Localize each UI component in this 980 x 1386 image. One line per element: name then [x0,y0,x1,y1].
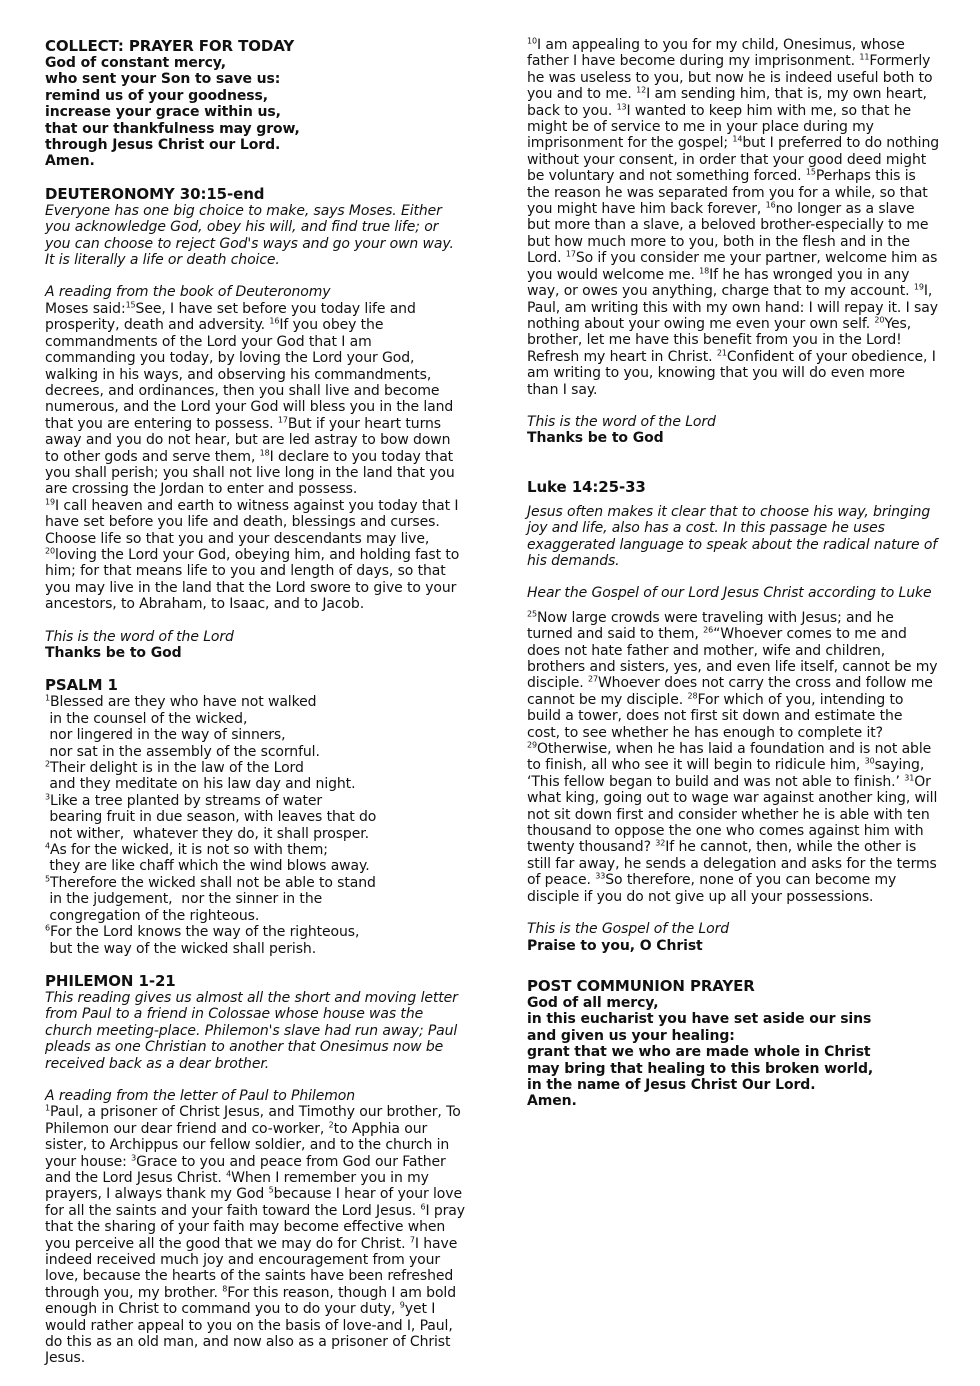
verse-number: 32 [655,838,666,848]
psalm-line-text: Their delight is in the law of the Lord [50,760,304,777]
post-communion-heading: POST COMMUNION PRAYER [527,976,755,995]
verse-text: If you obey the commandments of the Lord your God that I am commanding you today, by loving the Lord your God, walking in his ways, and observing his commandments, decrees, and ordinances, then you shall live and become numerous, and the Lord your God will bless you in the land that you are entering to possess. [45,317,454,432]
verse-text: But if your heart turns away and you do not hear, but are led astray to bow down to other gods and serve them, [45,415,451,465]
psalm-line [45,891,465,907]
verse-number: 18 [259,447,270,457]
prayer-line: Amen. [527,1093,577,1110]
psalm-line [45,908,465,924]
verse-text: When I remember you in my prayers, I always thank my God [45,1169,429,1203]
philemon-section [45,973,465,1367]
philemon-passage-1 [45,1104,465,1367]
verse-text: I have indeed received much joy and encouragement from your love, because the hearts of the saints have been refreshed through you, my brother. [45,1235,458,1301]
prayer-line: that our thankfulness may grow, [45,120,300,137]
psalm-line-text: Therefore the wicked shall not be able to stand [50,874,376,891]
prayer-line: and given us your healing: [527,1027,735,1044]
verse-number: 5 [45,874,50,884]
deuteronomy-reading-intro: A reading from the book of Deuteronomy [45,284,331,301]
psalm-line-text: Like a tree planted by streams of water [50,792,323,809]
verse-text: For this reason, though I am bold enough in Christ to command you to do your duty, [45,1284,456,1318]
verse-number: 15 [805,167,816,177]
prayer-line: grant that we who are made whole in Christ [527,1044,871,1061]
verse-text: saying, ‘This fellow began to build and was not able to finish.’ [527,757,925,790]
psalm-line-text: nor sat in the assembly of the scornful. [45,743,320,760]
psalm-line [45,694,465,710]
verse-number: 30 [864,756,875,766]
verse-number: 9 [399,1300,405,1310]
prayer-line: who sent your Son to save us: [45,71,281,88]
verse-number: 8 [222,1284,228,1294]
psalm-line [45,875,465,891]
psalm-line [45,941,465,957]
psalm-line [45,760,465,776]
prayer-line: remind us of your goodness, [45,87,268,104]
deuteronomy-passage-2 [45,498,465,613]
deuteronomy-intro: Everyone has one big choice to make, says Moses. Either you acknowledge God, obey his will, and find true life; or you can choose to reject God's ways and go your own way. It is literally a life or death choice. [45,202,454,269]
psalm-line [45,744,465,760]
post-communion-section [527,978,939,1110]
psalm-line-text: nor lingered in the way of sinners, [45,727,286,744]
post-communion-prayer [527,995,939,1110]
verse-text: I am appealing to you for my child, Onesimus, whose father I have become during my imprisonment. [527,37,905,70]
verse-text: If he cannot, then, while the other is still far away, he sends a delegation and asks for the terms of peace. [527,839,937,889]
left-column [45,0,465,1367]
prayer-line: increase your grace within us, [45,104,281,121]
verse-text: Whoever does not carry the cross and follow me cannot be my disciple. [527,675,933,708]
psalm-line [45,924,465,940]
verse-number: 17 [277,415,288,425]
verse-number: 17 [565,249,576,259]
verse-number: 14 [732,134,743,144]
verse-text: Or what king, going out to wage war against another king, will not sit down first and consider whether he is able with ten thousand to oppose the one who comes against him with twenty thousand? [527,773,938,856]
luke-passage [527,610,939,905]
verse-text: Paul, a prisoner of Christ Jesus, and Timothy our brother, To Philemon our dear friend and co-worker, [45,1104,461,1137]
psalm-line-text: not wither, whatever they do, it shall prosper. [45,825,369,842]
psalm-line-text: in the counsel of the wicked, [45,710,248,727]
collect-heading: COLLECT: PRAYER FOR TODAY [45,37,295,55]
psalm-line-text: but the way of the wicked shall perish. [45,940,317,957]
luke-response-answer: Praise to you, O Christ [527,937,703,954]
verse-text: because I hear of your love for all the saints and your faith toward the Lord Jesus. [45,1186,462,1219]
verse-number: 33 [595,871,606,881]
verse-number: 18 [699,266,710,276]
right-column [527,0,939,1110]
philemon-continued [527,37,939,447]
psalm-line-text: and they meditate on his law day and night. [45,776,356,793]
verse-text: I pray that the sharing of your faith may become effective when you perceive all the good that we may do for Christ. [45,1202,465,1252]
verse-text: I wanted to keep him with me, so that he might be of service to me in your place during my imprisonment for the gospel; [527,102,911,152]
psalm-line-text: bearing fruit in due season, with leaves that do [45,809,377,826]
deuteronomy-heading: DEUTERONOMY 30:15-end [45,184,265,203]
verse-number: 21 [716,348,727,358]
verse-number: 25 [527,609,537,619]
luke-section [527,479,939,954]
philemon-reading-intro: A reading from the letter of Paul to Philemon [45,1087,355,1104]
verse-number: 31 [904,773,915,783]
verse-number: 6 [420,1202,426,1212]
verse-text: If he has wronged you in any way, or owes you anything, charge that to my account. [527,266,914,300]
prayer-line: God of constant mercy, [45,55,226,71]
psalm-line-text: in the judgement, nor the sinner in the [45,891,323,908]
verse-number: 4 [226,1169,232,1179]
verse-text: loving the Lord your God, obeying him, and holding fast to him; for that means life to you and length of days, so that you may live in the land that the Lord swore to give to your ancestors, to Abraham, to Isaac, and to Jacob. [45,546,460,613]
verse-text: Now large crowds were traveling with Jesus; and he turned and said to them, [527,609,894,643]
verse-number: 6 [45,923,50,933]
verse-number: 1 [45,1103,50,1113]
verse-text: I am sending him, that is, my own heart, back to you. [527,86,927,119]
psalm-line [45,809,465,825]
prayer-line: Amen. [45,153,95,170]
luke-heading: Luke 14:25-33 [527,477,646,496]
verse-text: Yes, brother, let me have this benefit from you in the Lord! Refresh my heart in Christ. [527,315,912,365]
verse-text: Moses said: [45,300,126,317]
verse-text: Confident of your obedience, I am writing to you, knowing that you will do even more than I say. [527,348,936,398]
verse-text: to Apphia our sister, to Archippus our fellow soldier, and to the church in your house: [45,1120,450,1170]
verse-text: Formerly he was useless to you, but now he is indeed useful both to you and to me. [527,53,933,103]
verse-number: 10 [527,36,537,46]
verse-number: 19 [45,497,55,507]
verse-number: 2 [45,759,50,769]
psalm-line-text: As for the wicked, it is not so with them; [50,842,328,859]
verse-number: 13 [616,101,627,111]
collect-prayer [45,55,465,170]
verse-number: 20 [45,546,55,556]
philemon-response-answer: Thanks be to God [527,430,664,447]
verse-number: 16 [269,316,280,326]
verse-number: 16 [765,200,776,210]
verse-text: but I preferred to do nothing without your consent, in order that your good deed might be voluntary and not something forced. [527,135,940,185]
prayer-line: through Jesus Christ our Lord. [45,137,281,154]
verse-number: 19 [913,282,924,292]
verse-number: 3 [45,792,50,802]
verse-number: 7 [409,1234,415,1244]
philemon-intro: This reading gives us almost all the short and moving letter from Paul to a friend in Colossae whose house was the church meeting-place. Philemon's slave had run away; Paul pleads as one Christian to another that Onesimus now be received back as a dear brother. [45,989,458,1072]
psalm-line-text: Blessed are they who have not walked [50,694,317,711]
psalm-line [45,793,465,809]
deuteronomy-response-answer: Thanks be to God [45,645,182,661]
verse-number: 15 [125,300,136,310]
verse-number: 5 [268,1185,274,1195]
luke-response-call: This is the Gospel of the Lord [527,921,730,938]
prayer-line: in this eucharist you have set aside our sins [527,1011,872,1028]
psalm-line [45,858,465,874]
verse-number: 28 [687,691,698,701]
philemon-response-call: This is the word of the Lord [527,413,716,430]
verse-number: 1 [45,693,50,703]
deuteronomy-response-call: This is the word of the Lord [45,628,234,645]
verse-text: I declare to you today that you shall perish; you shall not live long in the land that you are crossing the Jordan to enter and possess. [45,448,455,498]
psalm-line-text: For the Lord knows the way of the righteous, [50,924,360,941]
verse-number: 11 [859,52,870,62]
psalm-line [45,826,465,842]
verse-text: no longer as a slave but more than a slave, a beloved brother-especially to me but how much more to you, both in the flesh and in the Lord. [527,201,929,267]
verse-number: 26 [703,625,714,635]
psalm-line-text: congregation of the righteous. [45,907,260,924]
psalm-line [45,727,465,743]
verse-text: So if you consider me your partner, welcome him as you would welcome me. [527,250,938,283]
psalm-line [45,711,465,727]
verse-number: 3 [131,1152,137,1162]
verse-text: yet I would rather appeal to you on the basis of love-and I, Paul, do this as an old man, and now also as a prisoner of Christ Jesus. [45,1301,453,1367]
philemon-heading: PHILEMON 1-21 [45,971,176,990]
verse-text: Grace to you and peace from God our Father and the Lord Jesus Christ. [45,1153,446,1186]
verse-number: 4 [45,841,50,851]
luke-intro: Jesus often makes it clear that to choose his way, bringing joy and life, also has a cost. In this passage he uses exaggerated language to speak about the radical nature of his demands. [527,503,938,569]
deuteronomy-passage-1 [45,301,465,498]
psalm-line [45,776,465,792]
verse-text: I, Paul, am writing this with my own hand: I will repay it. I say nothing about your owing me even your own self. [527,283,938,332]
verse-number: 12 [636,85,647,95]
prayer-line: in the name of Jesus Christ Our Lord. [527,1076,816,1093]
luke-reading-intro: Hear the Gospel of our Lord Jesus Christ according to Luke [527,585,932,602]
verse-number: 27 [587,674,598,684]
psalm-heading: PSALM 1 [45,676,118,695]
philemon-passage-2 [527,37,939,398]
verse-number: 29 [527,740,537,750]
psalm-line [45,842,465,858]
verse-number: 20 [874,315,885,325]
psalm-text [45,694,465,957]
verse-text: I call heaven and earth to witness against you today that I have set before you life and death, blessings and curses. Choose life so that you and your descendants may live, [45,497,459,547]
collect-section [45,38,465,170]
psalm-line-text: they are like chaff which the wind blows away. [45,858,370,875]
prayer-line: God of all mercy, [527,994,659,1011]
deuteronomy-section [45,186,465,662]
verse-text: Perhaps this is the reason he was separated from you for a while, so that you might have him back forever, [527,168,928,218]
verse-text: For which of you, intending to build a tower, does not first sit down and estimate the cost, to see whether he has enough to complete it? [527,691,904,741]
verse-text: See, I have set before you today life and prosperity, death and adversity. [45,300,416,334]
verse-text: Otherwise, when he has laid a foundation and is not able to finish, all who see it will begin to ridicule him, [527,741,932,774]
psalm-section [45,677,465,957]
verse-number: 2 [328,1120,334,1130]
prayer-line: may bring that healing to this broken world, [527,1060,874,1077]
verse-text: So therefore, none of you can become my disciple if you do not give up all your possessions. [527,872,897,905]
verse-text: “Whoever comes to me and does not hate father and mother, wife and children, brothers and sisters, yes, and even life itself, cannot be my disciple. [527,626,938,692]
